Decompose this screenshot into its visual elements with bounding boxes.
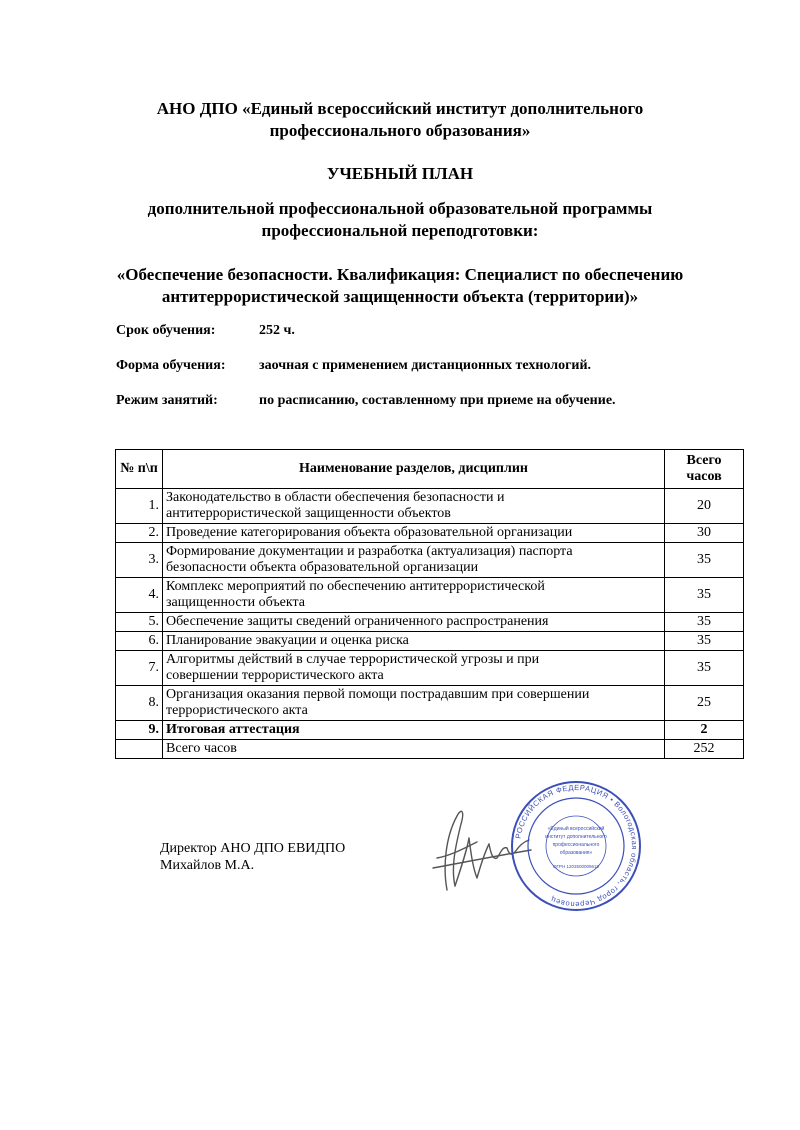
table-row — [116, 632, 744, 651]
header-name: Наименование разделов, дисциплин — [163, 450, 665, 489]
director-name: Михайлов М.А. — [160, 858, 255, 873]
duration-row — [116, 322, 295, 340]
course-title-line2: антитеррористической защищенности объекта (территории)» — [161, 287, 639, 306]
row-hours: 35 — [665, 651, 744, 686]
total-empty — [116, 740, 163, 759]
table-row — [116, 686, 744, 721]
row-name-line1: Проведение категорирования объекта образовательной организации — [166, 525, 573, 540]
plan-title: УЧЕБНЫЙ ПЛАН — [326, 164, 474, 183]
duration-label: Срок обучения: — [116, 323, 216, 338]
row-name — [163, 524, 665, 543]
stamp-inner-line4: образования» — [559, 850, 593, 856]
total-hours: 252 — [665, 740, 744, 759]
row-number: 3. — [116, 543, 163, 578]
header-hours-line2: часов — [686, 469, 722, 484]
row-name-line2: защищенности объекта — [166, 595, 306, 610]
row-name-line1: Комплекс мероприятий по обеспечению антитеррористической — [166, 579, 545, 594]
row-name — [163, 686, 665, 721]
row-name-line2: террористического акта — [166, 703, 308, 718]
schedule-row — [116, 392, 616, 410]
org-name — [0, 98, 800, 142]
table-row — [116, 543, 744, 578]
row-name-line1: Обеспечение защиты сведений ограниченного распространения — [166, 614, 549, 629]
row-number: 1. — [116, 489, 163, 524]
form-row — [116, 357, 592, 375]
org-name-line1: АНО ДПО «Единый всероссийский институт дополнительного — [156, 99, 644, 118]
org-name-line2: профессионального образования» — [269, 121, 531, 140]
row-name — [163, 651, 665, 686]
row-name — [163, 613, 665, 632]
stamp-inner-line3: профессионального — [552, 842, 600, 848]
row-name — [163, 543, 665, 578]
table-body — [116, 489, 744, 759]
total-row — [116, 740, 744, 759]
duration-value: 252 ч. — [259, 323, 295, 338]
row-name-line2: безопасности объекта образовательной организации — [166, 560, 479, 575]
table-row — [116, 651, 744, 686]
stamp-inner-line1: «Единый всероссийский — [547, 826, 605, 832]
row-name-line1: Планирование эвакуации и оценка риска — [166, 633, 409, 648]
schedule-value: по расписанию, составленному при приеме на обучение. — [259, 393, 616, 408]
table-row — [116, 721, 744, 740]
row-number: 7. — [116, 651, 163, 686]
row-number: 8. — [116, 686, 163, 721]
row-hours: 20 — [665, 489, 744, 524]
organization-stamp — [508, 778, 644, 914]
schedule-label: Режим занятий: — [116, 393, 218, 408]
total-label: Всего часов — [163, 740, 665, 759]
form-value: заочная с применением дистанционных технологий. — [259, 358, 592, 373]
program-type-line1: дополнительной профессиональной образовательной программы — [147, 199, 653, 218]
row-name-line1: Законодательство в области обеспечения безопасности и — [166, 490, 505, 505]
row-number: 4. — [116, 578, 163, 613]
course-title — [0, 264, 800, 308]
row-name — [163, 489, 665, 524]
course-title-line1: «Обеспечение безопасности. Квалификация: Специалист по обеспечению — [116, 265, 684, 284]
row-name-line2: антитеррористической защищенности объектов — [166, 506, 451, 521]
row-name-line2: совершении террористического акта — [166, 668, 384, 683]
director-title: Директор АНО ДПО ЕВИДПО — [160, 841, 346, 856]
program-type — [0, 198, 800, 242]
row-number: 5. — [116, 613, 163, 632]
row-number: 2. — [116, 524, 163, 543]
row-hours: 35 — [665, 613, 744, 632]
header-hours-line1: Всего — [686, 453, 722, 468]
row-name-line1: Формирование документации и разработка (актуализация) паспорта — [166, 544, 573, 559]
table-row — [116, 524, 744, 543]
row-hours: 2 — [665, 721, 744, 740]
row-name — [163, 721, 665, 740]
row-name-line1: Алгоритмы действий в случае террористической угрозы и при — [166, 652, 540, 667]
stamp-outer-text: РОССИЙСКАЯ ФЕДЕРАЦИЯ • Вологодская область, город Череповец — [513, 782, 640, 910]
row-name-line1: Итоговая аттестация — [166, 722, 300, 737]
table-row — [116, 489, 744, 524]
header-hours — [665, 450, 744, 489]
row-hours: 35 — [665, 578, 744, 613]
row-hours: 25 — [665, 686, 744, 721]
header-num: № п\п — [116, 450, 163, 489]
row-number: 6. — [116, 632, 163, 651]
table-header-row — [116, 450, 744, 489]
row-hours: 35 — [665, 632, 744, 651]
stamp-inner-line2: институт дополнительного — [545, 834, 607, 840]
row-name — [163, 578, 665, 613]
row-name-line1: Организация оказания первой помощи пострадавшим при совершении — [166, 687, 590, 702]
row-number: 9. — [116, 721, 163, 740]
director-block — [160, 840, 345, 874]
program-type-line2: профессиональной переподготовки: — [261, 221, 539, 240]
row-name — [163, 632, 665, 651]
form-label: Форма обучения: — [116, 358, 226, 373]
curriculum-table — [115, 449, 744, 759]
table-row — [116, 613, 744, 632]
row-hours: 35 — [665, 543, 744, 578]
row-hours: 30 — [665, 524, 744, 543]
table-row — [116, 578, 744, 613]
stamp-ogrn: ОГРН 1203500009619 — [553, 864, 599, 869]
